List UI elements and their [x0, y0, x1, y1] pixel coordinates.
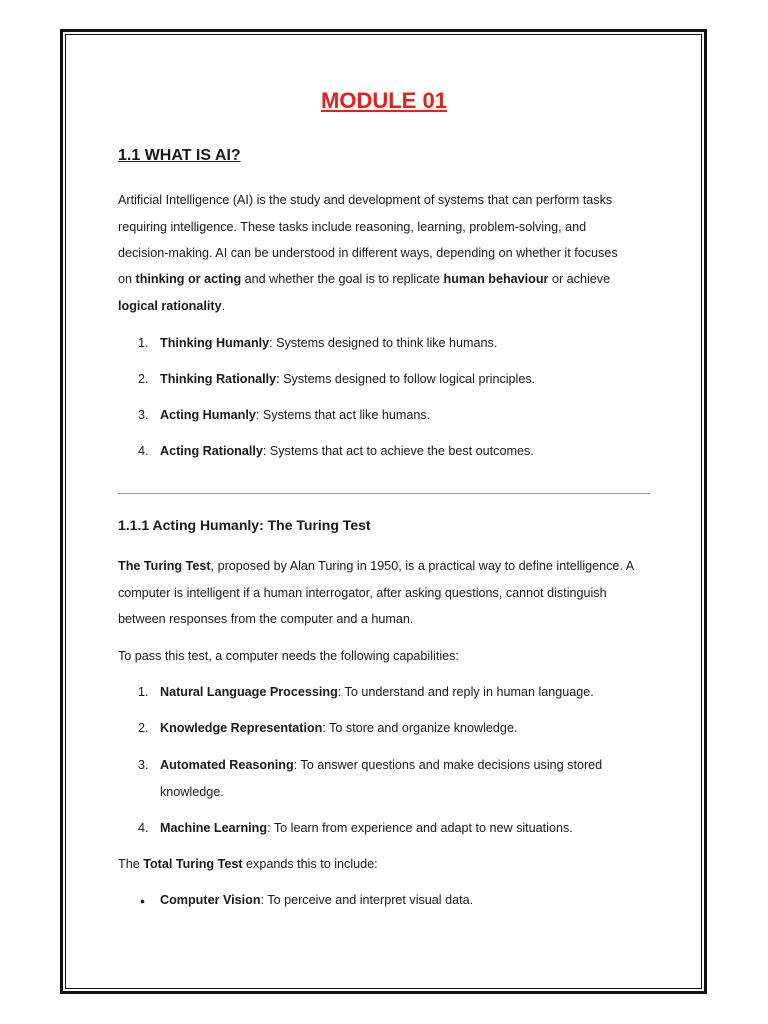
- list-desc: : To understand and reply in human language.: [337, 685, 594, 699]
- intro-line-4: [118, 272, 610, 286]
- page-border-inner: [65, 34, 702, 989]
- turing-line-1: [118, 559, 634, 573]
- capabilities-intro: To pass this test, a computer needs the following capabilities:: [118, 649, 459, 663]
- list-term: Acting Humanly: [160, 408, 256, 422]
- intro-line-5: [118, 299, 225, 313]
- list-term: Automated Reasoning: [160, 758, 294, 772]
- list-term: Computer Vision: [160, 893, 261, 907]
- list-term: Machine Learning: [160, 821, 268, 835]
- section-heading-what-is-ai: 1.1 WHAT IS AI?: [118, 147, 241, 164]
- turing-test-term: The Turing Test: [118, 559, 211, 573]
- intro-line-1: Artificial Intelligence (AI) is the study and development of systems that can perform tasks: [118, 193, 613, 207]
- turing-line-3: between responses from the computer and a human.: [118, 612, 414, 626]
- intro-emphasis-logical-rationality: logical rationality: [118, 299, 222, 313]
- turing-line-2: computer is intelligent if a human interrogator, after asking questions, cannot distinguish: [118, 586, 607, 600]
- list-number: 1.: [138, 685, 149, 699]
- list-term: Thinking Rationally: [160, 372, 277, 386]
- module-title: MODULE 01: [321, 88, 447, 113]
- turing-text: , proposed by Alan Turing in 1950, is a practical way to define intelligence. A: [210, 559, 635, 573]
- list-desc-continued: knowledge.: [160, 785, 224, 799]
- list-desc: : Systems designed to follow logical principles.: [276, 372, 536, 386]
- list-desc: : Systems that act like humans.: [255, 408, 431, 422]
- subsection-heading-turing-test: 1.1.1 Acting Humanly: The Turing Test: [118, 517, 371, 533]
- intro-text: or achieve: [548, 272, 611, 286]
- list-desc: : To learn from experience and adapt to new situations.: [267, 821, 573, 835]
- total-turing-text: The: [118, 857, 144, 871]
- list-term: Acting Rationally: [160, 444, 263, 458]
- list-term: Thinking Humanly: [160, 336, 270, 350]
- total-turing-text: expands this to include:: [242, 857, 378, 871]
- list-number: 4.: [138, 444, 149, 458]
- list-desc: : To perceive and interpret visual data.: [260, 893, 474, 907]
- list-number: 1.: [138, 336, 149, 350]
- intro-emphasis-thinking-acting: thinking or acting: [135, 272, 242, 286]
- list-term: Knowledge Representation: [160, 721, 323, 735]
- total-turing-test-intro: [118, 857, 378, 871]
- intro-emphasis-human-behaviour: human behaviour: [443, 272, 549, 286]
- total-turing-term: Total Turing Test: [143, 857, 243, 871]
- list-desc: : Systems designed to think like humans.: [269, 336, 498, 350]
- intro-line-2: requiring intelligence. These tasks include reasoning, learning, problem-solving, and: [118, 220, 587, 234]
- list-term: Natural Language Processing: [160, 685, 338, 699]
- list-number: 3.: [138, 408, 149, 422]
- section-divider: [118, 493, 650, 494]
- list-number: 4.: [138, 821, 149, 835]
- intro-text: on: [118, 272, 136, 286]
- intro-text: and whether the goal is to replicate: [241, 272, 444, 286]
- list-number: 3.: [138, 758, 149, 772]
- list-number: 2.: [138, 721, 149, 735]
- intro-line-3: decision-making. AI can be understood in different ways, depending on whether it focuses: [118, 246, 618, 260]
- bullet-symbol: •: [140, 893, 145, 909]
- list-desc: : Systems that act to achieve the best outcomes.: [262, 444, 534, 458]
- list-desc: : To store and organize knowledge.: [322, 721, 518, 735]
- intro-text: .: [221, 299, 226, 313]
- list-desc: : To answer questions and make decisions using stored: [293, 758, 603, 772]
- list-number: 2.: [138, 372, 149, 386]
